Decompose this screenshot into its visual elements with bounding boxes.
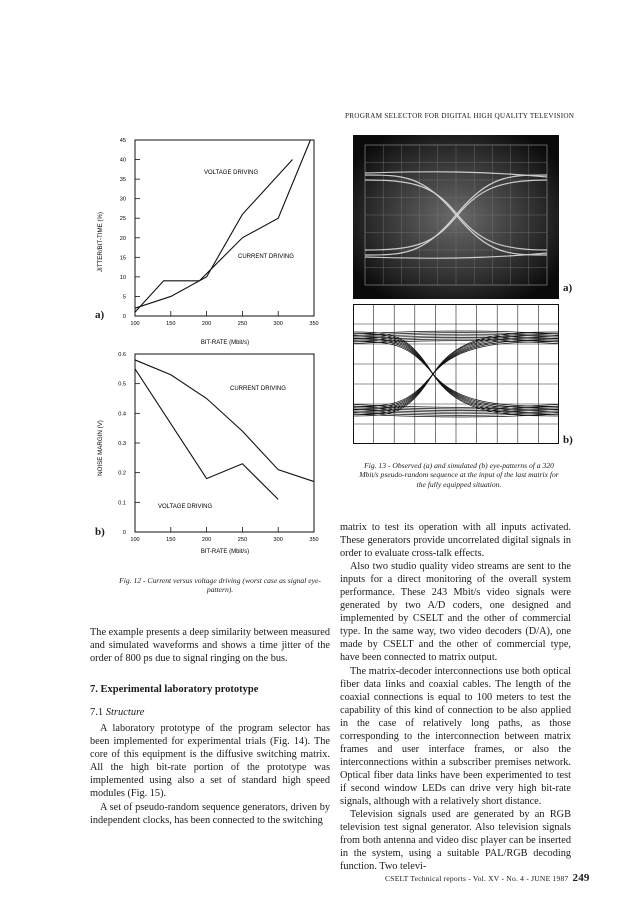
chart-b-ytick-label: 0.3 [118,441,126,447]
figure-13-label-a: a) [563,282,573,294]
chart-b-xtick-label: 150 [166,537,176,543]
chart-a-xtick-label: 200 [201,321,212,327]
chart-b-ytick-label: 0 [122,530,126,536]
chart-b-ytick-label: 0.4 [118,411,126,418]
subsection-name: Structure [105,707,145,719]
chart-a-ytick-label: 15 [119,255,126,262]
chart-a-ytick-label: 25 [119,216,126,223]
chart-a-ytick-label: 35 [119,177,126,184]
left-paragraph-2: A laboratory prototype of the program selector has been implemented for experimental trials (Fig. 14). The core of this equipment is the diffusive switching matrix. All the high bit-rate portion of the prototype was implemented using also a set of standard high speed modules (Fig. 15). [90,723,330,800]
chart-b-ytick-label: 0.6 [118,352,126,358]
chart-a-frame [135,140,314,316]
figure-12-label-b: b) [95,526,105,538]
chart-a-xlabel: BIT-RATE (Mbit/s) [200,340,250,346]
chart-b-xlabel: BIT-RATE (Mbit/s) [200,549,250,555]
chart-a-ytick-label: 45 [119,138,126,144]
chart-b-current-label: CURRENT DRIVING [230,386,286,392]
right-paragraph-3: The matrix-decoder interconnections use both optical fiber data links and coaxial cables. The length of the coaxial connections is equal to 100 meters to test the capability of this kind of connection to be also applied in the case of relatively long paths, as those corresponding to the interconnection between matrix frames and user interface frames, or also the interconnections within a subscriber premises network. Optical fiber data links have been experimented to test if second window LEDs can drive very high bit-rate signals, although with a relatively short distance. [340,665,571,807]
figure-13-caption-prefix: Fig. 13 [364,461,387,470]
chart-b-series-1-line [135,360,314,482]
figure-12-caption [110,576,330,595]
chart-a-ytick-label: 0 [122,314,126,320]
chart-a-xtick-label: 300 [273,321,283,327]
footer-text: CSELT Technical reports - Vol. XV - No. 4 - JUNE 1987 [385,874,569,883]
chart-b-xtick-label: 250 [237,537,248,543]
chart-a-ytick-label: 10 [119,274,126,281]
right-column [340,521,571,873]
chart-a-voltage-label: VOLTAGE DRIVING [204,170,259,176]
figure-12-caption-prefix: Fig. 12 [119,576,142,585]
chart-a-ylabel: JITTER/BIT-TIME (%) [97,211,104,273]
left-column [90,626,330,827]
figure-12b-chart [90,348,330,563]
chart-a-xtick-label: 100 [130,321,140,327]
left-paragraph-1: The example presents a deep similarity between measured and simulated waveforms and shows a time jitter of the order of 800 ps due to signal ringing on the bus. [90,627,330,665]
running-header: PROGRAM SELECTOR FOR DIGITAL HIGH QUALITY TELEVISION [345,112,575,120]
chart-b-ytick-label: 0.1 [118,500,126,507]
chart-b-xtick-label: 200 [201,537,212,543]
subsection-number: 7.1 [90,707,106,719]
simulated-eye-drawing [353,304,559,444]
chart-a-ytick-label: 40 [119,157,126,164]
figure-12a-chart [90,132,330,347]
right-paragraph-2: Also two studio quality video streams are sent to the inputs for a direct monitoring of the overall system performance. These 243 Mbit/s video signals were generated by two A/D coders, one designed and implemented by CSELT and the other of commercial type. In the same way, two video decoders (D/A), one made by CSELT and the other of commercial type, have been connected to matrix output. [340,561,571,664]
oscilloscope-photo-drawing [353,135,559,299]
section-title: 7. Experimental laboratory prototype [90,684,259,696]
chart-a-current-label: CURRENT DRIVING [238,254,294,260]
chart-a-ytick-label: 5 [122,294,126,301]
figure-13a-oscilloscope-photo [353,135,559,299]
page-number: 249 [572,872,590,884]
chart-b-ytick-label: 0.2 [118,470,126,477]
chart-b-voltage-label: VOLTAGE DRIVING [158,504,213,510]
figure-13-caption [355,461,563,489]
chart-b-ytick-label: 0.5 [118,381,126,388]
chart-b-xtick-label: 350 [309,537,319,543]
figure-13-label-b: b) [563,434,573,446]
chart-b-xtick-label: 300 [273,537,283,543]
page-footer [385,872,590,884]
figure-13b-simulated-eye [353,304,559,444]
figure-13-caption-text: - Observed (a) and simulated (b) eye-patterns of a 320 Mbit/s pseudo-random sequence at the input of the last matrix for the fully equipped situation. [359,461,559,489]
figure-12-label-a: a) [95,309,105,321]
chart-b-ylabel: NOISE MARGIN (V) [97,420,104,476]
chart-a-series-2-line [135,140,310,312]
chart-a-xtick-label: 150 [166,321,176,327]
chart-a-xtick-label: 350 [309,321,319,327]
chart-a-ytick-label: 20 [119,235,126,242]
chart-b-xtick-label: 100 [130,537,140,543]
chart-b-svg [90,348,330,563]
right-paragraph-4: Television signals used are generated by an RGB television test signal generator. Also television signals from both antenna and video disc player can be inserted in the system, using a suitable PAL/RGB decoding function. Two televi- [340,809,571,873]
chart-a-ytick-label: 30 [119,196,126,203]
subsection-title [90,706,330,719]
chart-a-svg [90,132,330,347]
chart-a-xtick-label: 250 [237,321,248,327]
right-paragraph-1: matrix to test its operation with all inputs activated. These generators provide uncorrelated digital signals in order to evaluate cross-talk effects. [340,522,571,560]
left-paragraph-3: A set of pseudo-random sequence generators, driven by independent clocks, has been connected to the switching [90,801,330,826]
figure-12-caption-text: - Current versus voltage driving (worst case as signal eye-pattern). [141,576,321,595]
